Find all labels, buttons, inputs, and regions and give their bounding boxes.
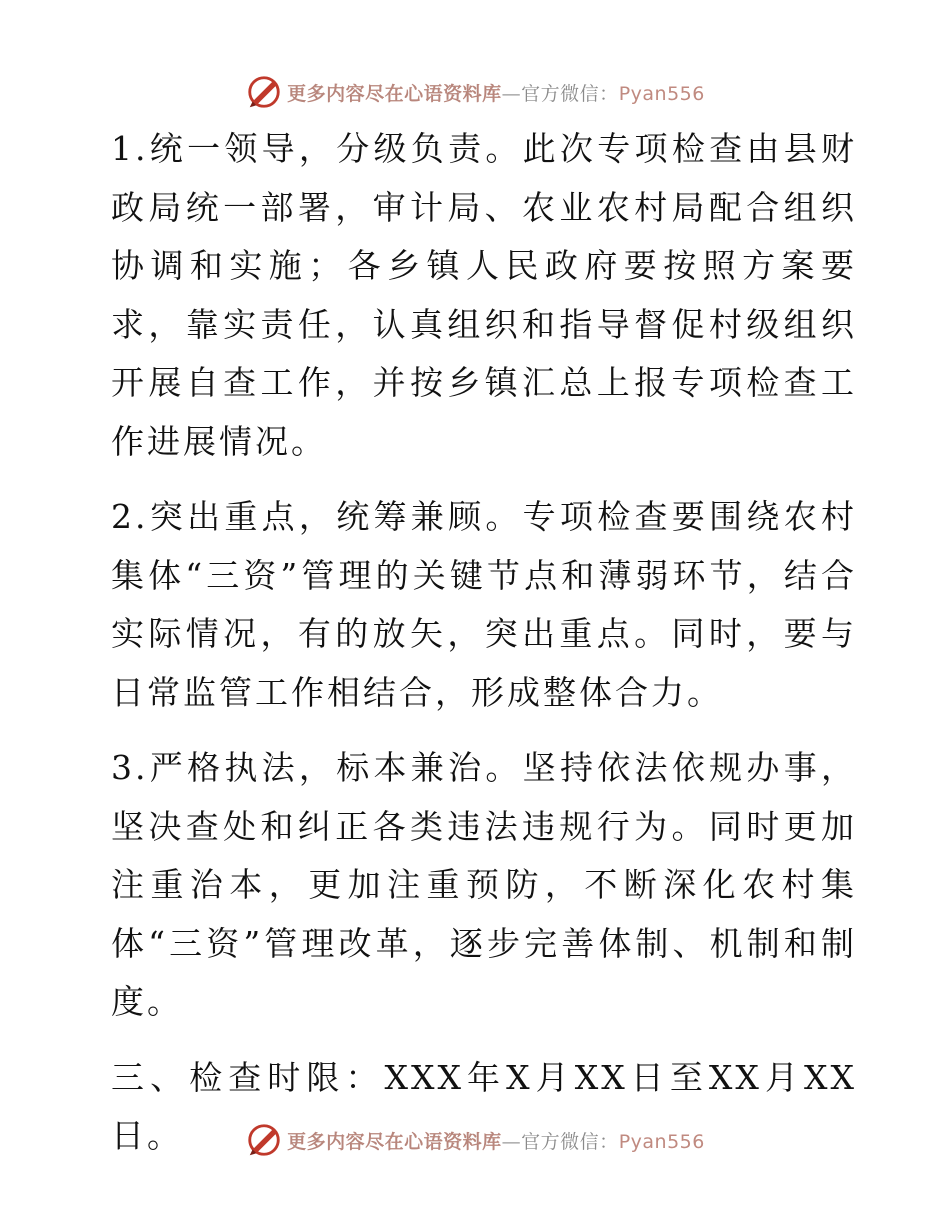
paragraph-2: 2.突出重点，统筹兼顾。专项检查要围绕农村集体“三资”管理的关键节点和薄弱环节，结合实际情况，有的放矢，突出重点。同时，要与日常监管工作相结合，形成整体合力。	[111, 497, 857, 712]
watermark-text	[287, 79, 705, 106]
paragraph-1: 1.统一领导，分级负责。此次专项检查由县财政局统一部署，审计局、农业农村局配合组织协调和实施；各乡镇人民政府要按照方案要求，靠实责任，认真组织和指导督促村级组织开展自查工作，并按乡镇汇总上报专项检查工作进展情况。	[111, 129, 857, 461]
header-watermark	[0, 72, 950, 112]
pen-logo-icon	[245, 1121, 283, 1159]
watermark-main: 更多内容尽在心语资料库	[287, 1130, 502, 1153]
watermark-dash: —	[501, 1130, 522, 1153]
watermark-wechat-label: 官方微信：	[521, 82, 619, 105]
watermark-dash: —	[501, 82, 522, 105]
footer-watermark	[0, 1120, 950, 1160]
watermark-main: 更多内容尽在心语资料库	[287, 82, 502, 105]
watermark-wechat-id: Pyan556	[618, 82, 705, 105]
watermark-text	[287, 1127, 705, 1154]
pen-logo-icon	[245, 73, 283, 111]
watermark-wechat-label: 官方微信：	[521, 1130, 619, 1153]
document-body	[97, 120, 857, 1166]
paragraph-3: 3.严格执法，标本兼治。坚持依法依规办事，坚决查处和纠正各类违法违规行为。同时更加注重治本，更加注重预防，不断深化农村集体“三资”管理改革，逐步完善体制、机制和制度。	[111, 748, 857, 1021]
paragraph-4: 三、检查时限：XXX年X月XX日至XX月XX日。	[111, 1057, 857, 1155]
watermark-wechat-id: Pyan556	[618, 1130, 705, 1153]
